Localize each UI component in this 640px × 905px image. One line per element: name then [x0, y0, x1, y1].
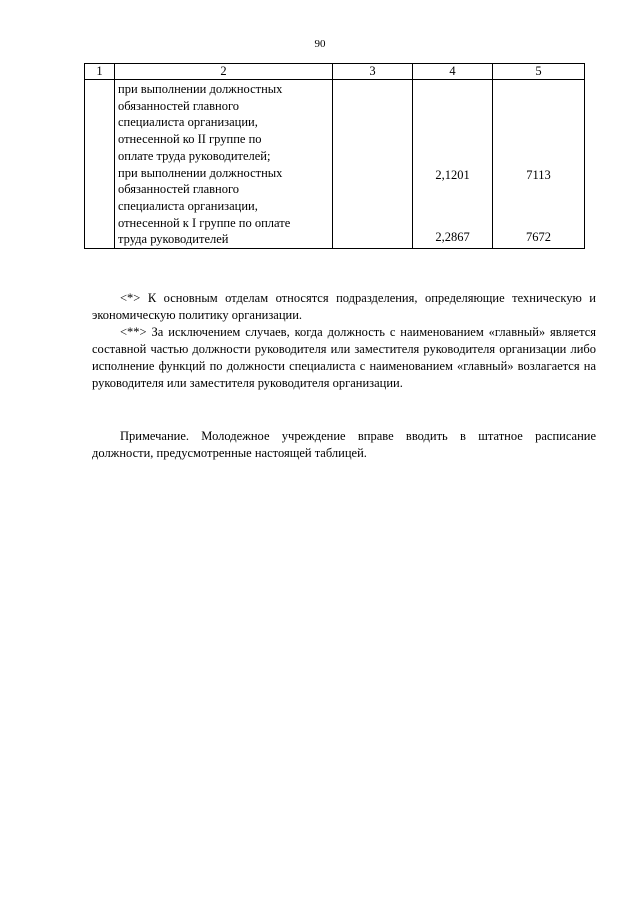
salary-value: 7672 [526, 230, 551, 244]
coefficient-value: 2,2867 [435, 230, 470, 244]
coefficient-cell [413, 80, 493, 249]
column-header: 4 [413, 64, 493, 80]
footnote-chief-exception: <**> За исключением случаев, когда должность с наименованием «главный» является составной частью должности руководителя или заместителя руководителя организации либо исполнение функций по должности специалиста с наименованием «главный» возлагается на руководителя или заместителя руководителя организации. [92, 325, 596, 391]
salary-table [84, 63, 585, 249]
column-header: 5 [493, 64, 585, 80]
salary-cell [493, 80, 585, 249]
salary-value: 7113 [526, 168, 551, 182]
column-3-cell [333, 80, 413, 249]
footnotes [92, 290, 596, 393]
table-header-row [85, 64, 585, 80]
coefficient-value: 2,1201 [435, 168, 470, 182]
position-description-cell: при выполнении должностных обязанностей главного специалиста организации, отнесенной ко II группе по оплате труда руководителей; при выполнении должностных обязанностей главного специалиста организации, отнесенной к I группе по оплате труда руководителей [115, 80, 333, 249]
column-header: 3 [333, 64, 413, 80]
row-number-cell [85, 80, 115, 249]
column-header: 2 [115, 64, 333, 80]
column-header: 1 [85, 64, 115, 80]
page-number: 90 [314, 38, 326, 50]
table-row [85, 80, 585, 249]
footnote-main-departments: <*> К основным отделам относятся подразделения, определяющие техническую и экономическую политику организации. [92, 291, 596, 323]
remark-block [92, 428, 596, 462]
remark-text: Примечание. Молодежное учреждение вправе вводить в штатное расписание должности, предусмотренные настоящей таблицей. [92, 429, 596, 461]
